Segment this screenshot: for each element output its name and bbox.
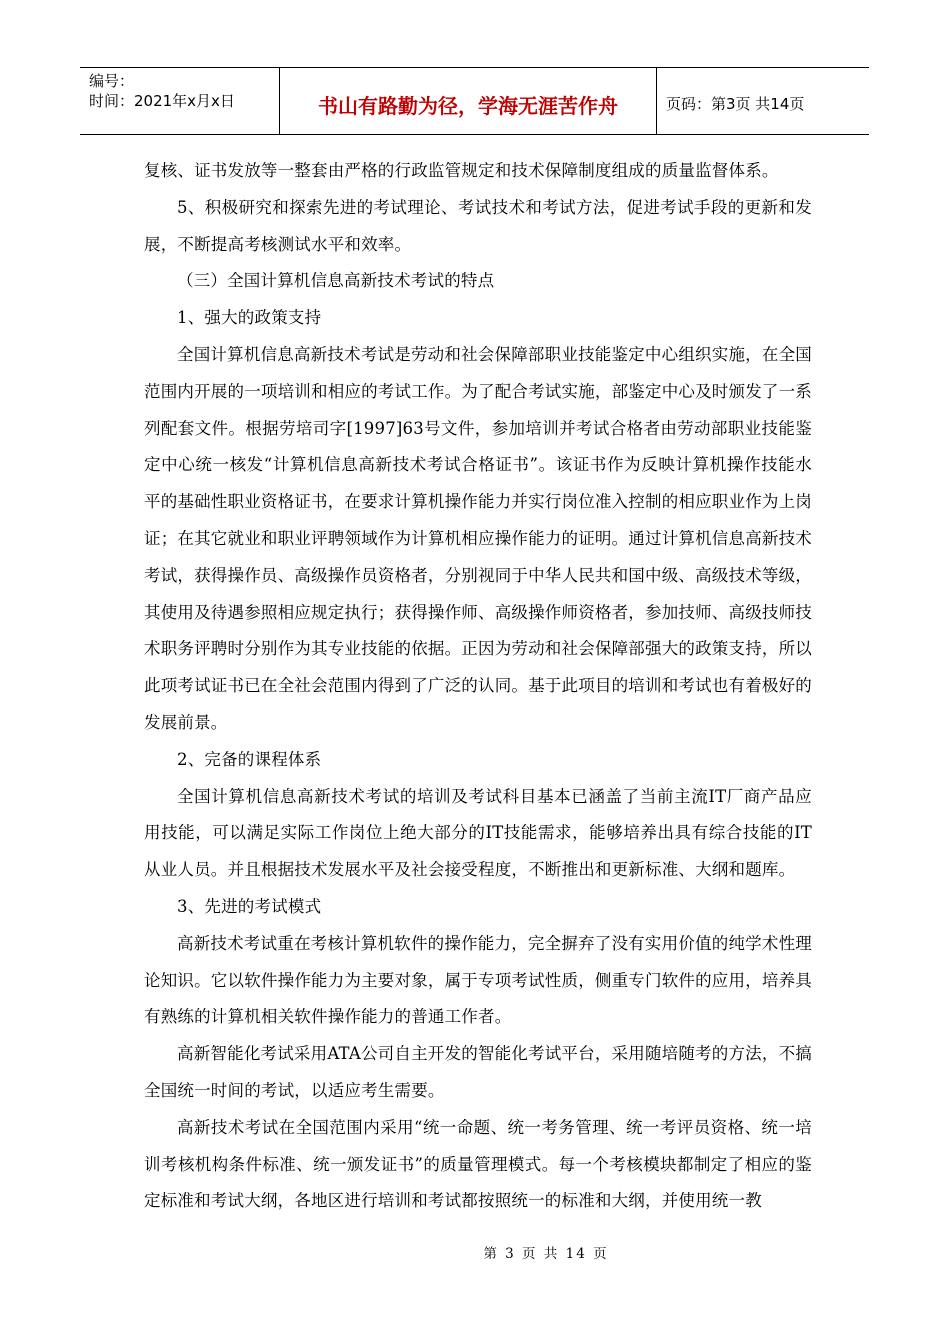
serial-number-label: 编号： — [89, 72, 135, 90]
document-header — [80, 67, 869, 135]
paragraph: 高新智能化考试采用ATA公司自主开发的智能化考试平台，采用随培随考的方法，不搞全国统一时间的考试，以适应考生需要。 — [144, 1044, 812, 1100]
paragraph: 高新技术考试重在考核计算机软件的操作能力，完全摒弃了没有实用价值的纯学术性理论知识。它以软件操作能力为主要对象，属于专项考试性质，侧重专门软件的应用，培养具有熟练的计算机相关软件操作能力的普通工作者。 — [144, 933, 812, 1027]
paragraph: 高新技术考试在全国范围内采用“统一命题、统一考务管理、统一考评员资格、统一培训考核机构条件标准、统一颁发证书”的质量管理模式。每一个考核模块都制定了相应的鉴定标准和考试大纲，各地区进行培训和考试都按照统一的标准和大纲，并使用统一教 — [144, 1117, 812, 1211]
document-body — [144, 153, 812, 1220]
paragraph: 复核、证书发放等一整套由严格的行政监管规定和技术保障制度组成的质量监督体系。 — [144, 161, 779, 180]
header-motto: 书山有路勤为径，学海无涯苦作舟 — [280, 68, 657, 134]
header-meta — [80, 68, 280, 134]
subsection-heading: 2、完备的课程体系 — [177, 749, 322, 769]
paragraph: 全国计算机信息高新技术考试的培训及考试科目基本已涵盖了当前主流IT厂商产品应用技能，可以满足实际工作岗位上绝大部分的IT技能需求，能够培养出具有综合技能的IT从业人员。并且根据技术发展水平及社会接受程度，不断推出和更新标准、大纲和题库。 — [144, 786, 812, 880]
section-heading: （三）全国计算机信息高新技术考试的特点 — [177, 271, 495, 291]
header-page-code: 页码：第3页 共14页 — [666, 94, 805, 113]
paragraph: 全国计算机信息高新技术考试是劳动和社会保障部职业技能鉴定中心组织实施，在全国范围内开展的一项培训和相应的考试工作。为了配合考试实施，部鉴定中心及时颁发了一系列配套文件。根据劳培司字[1997]63号文件，参加培训并考试合格者由劳动部职业技能鉴定中心统一核发“计算机信息高新技术考试合格证书”。该证书作为反映计算机操作技能水平的基础性职业资格证书，在要求计算机操作能力并实行岗位准入控制的相应职业作为上岗证；在其它就业和职业评聘领域作为计算机相应操作能力的证明。通过计算机信息高新技术考试，获得操作员、高级操作员资格者，分别视同于中华人民共和国中级、高级技术等级，其使用及待遇参照相应规定执行；获得操作师、高级操作师资格者，参加技师、高级技师技术职务评聘时分别作为其专业技能的依据。正因为劳动和社会保障部强大的政策支持，所以此项考试证书已在全社会范围内得到了广泛的认同。基于此项目的培训和考试也有着极好的发展前景。 — [144, 344, 812, 732]
date-line: 时间：2021年x月x日 — [89, 92, 235, 110]
subsection-heading: 1、强大的政策支持 — [177, 308, 322, 328]
page-footer: 第 3 页 共 14 页 — [483, 1246, 609, 1262]
paragraph: 5、积极研究和探索先进的考试理论、考试技术和考试方法，促进考试手段的更新和发展，不断提高考核测试水平和效率。 — [144, 197, 812, 254]
subsection-heading: 3、先进的考试模式 — [177, 896, 322, 916]
